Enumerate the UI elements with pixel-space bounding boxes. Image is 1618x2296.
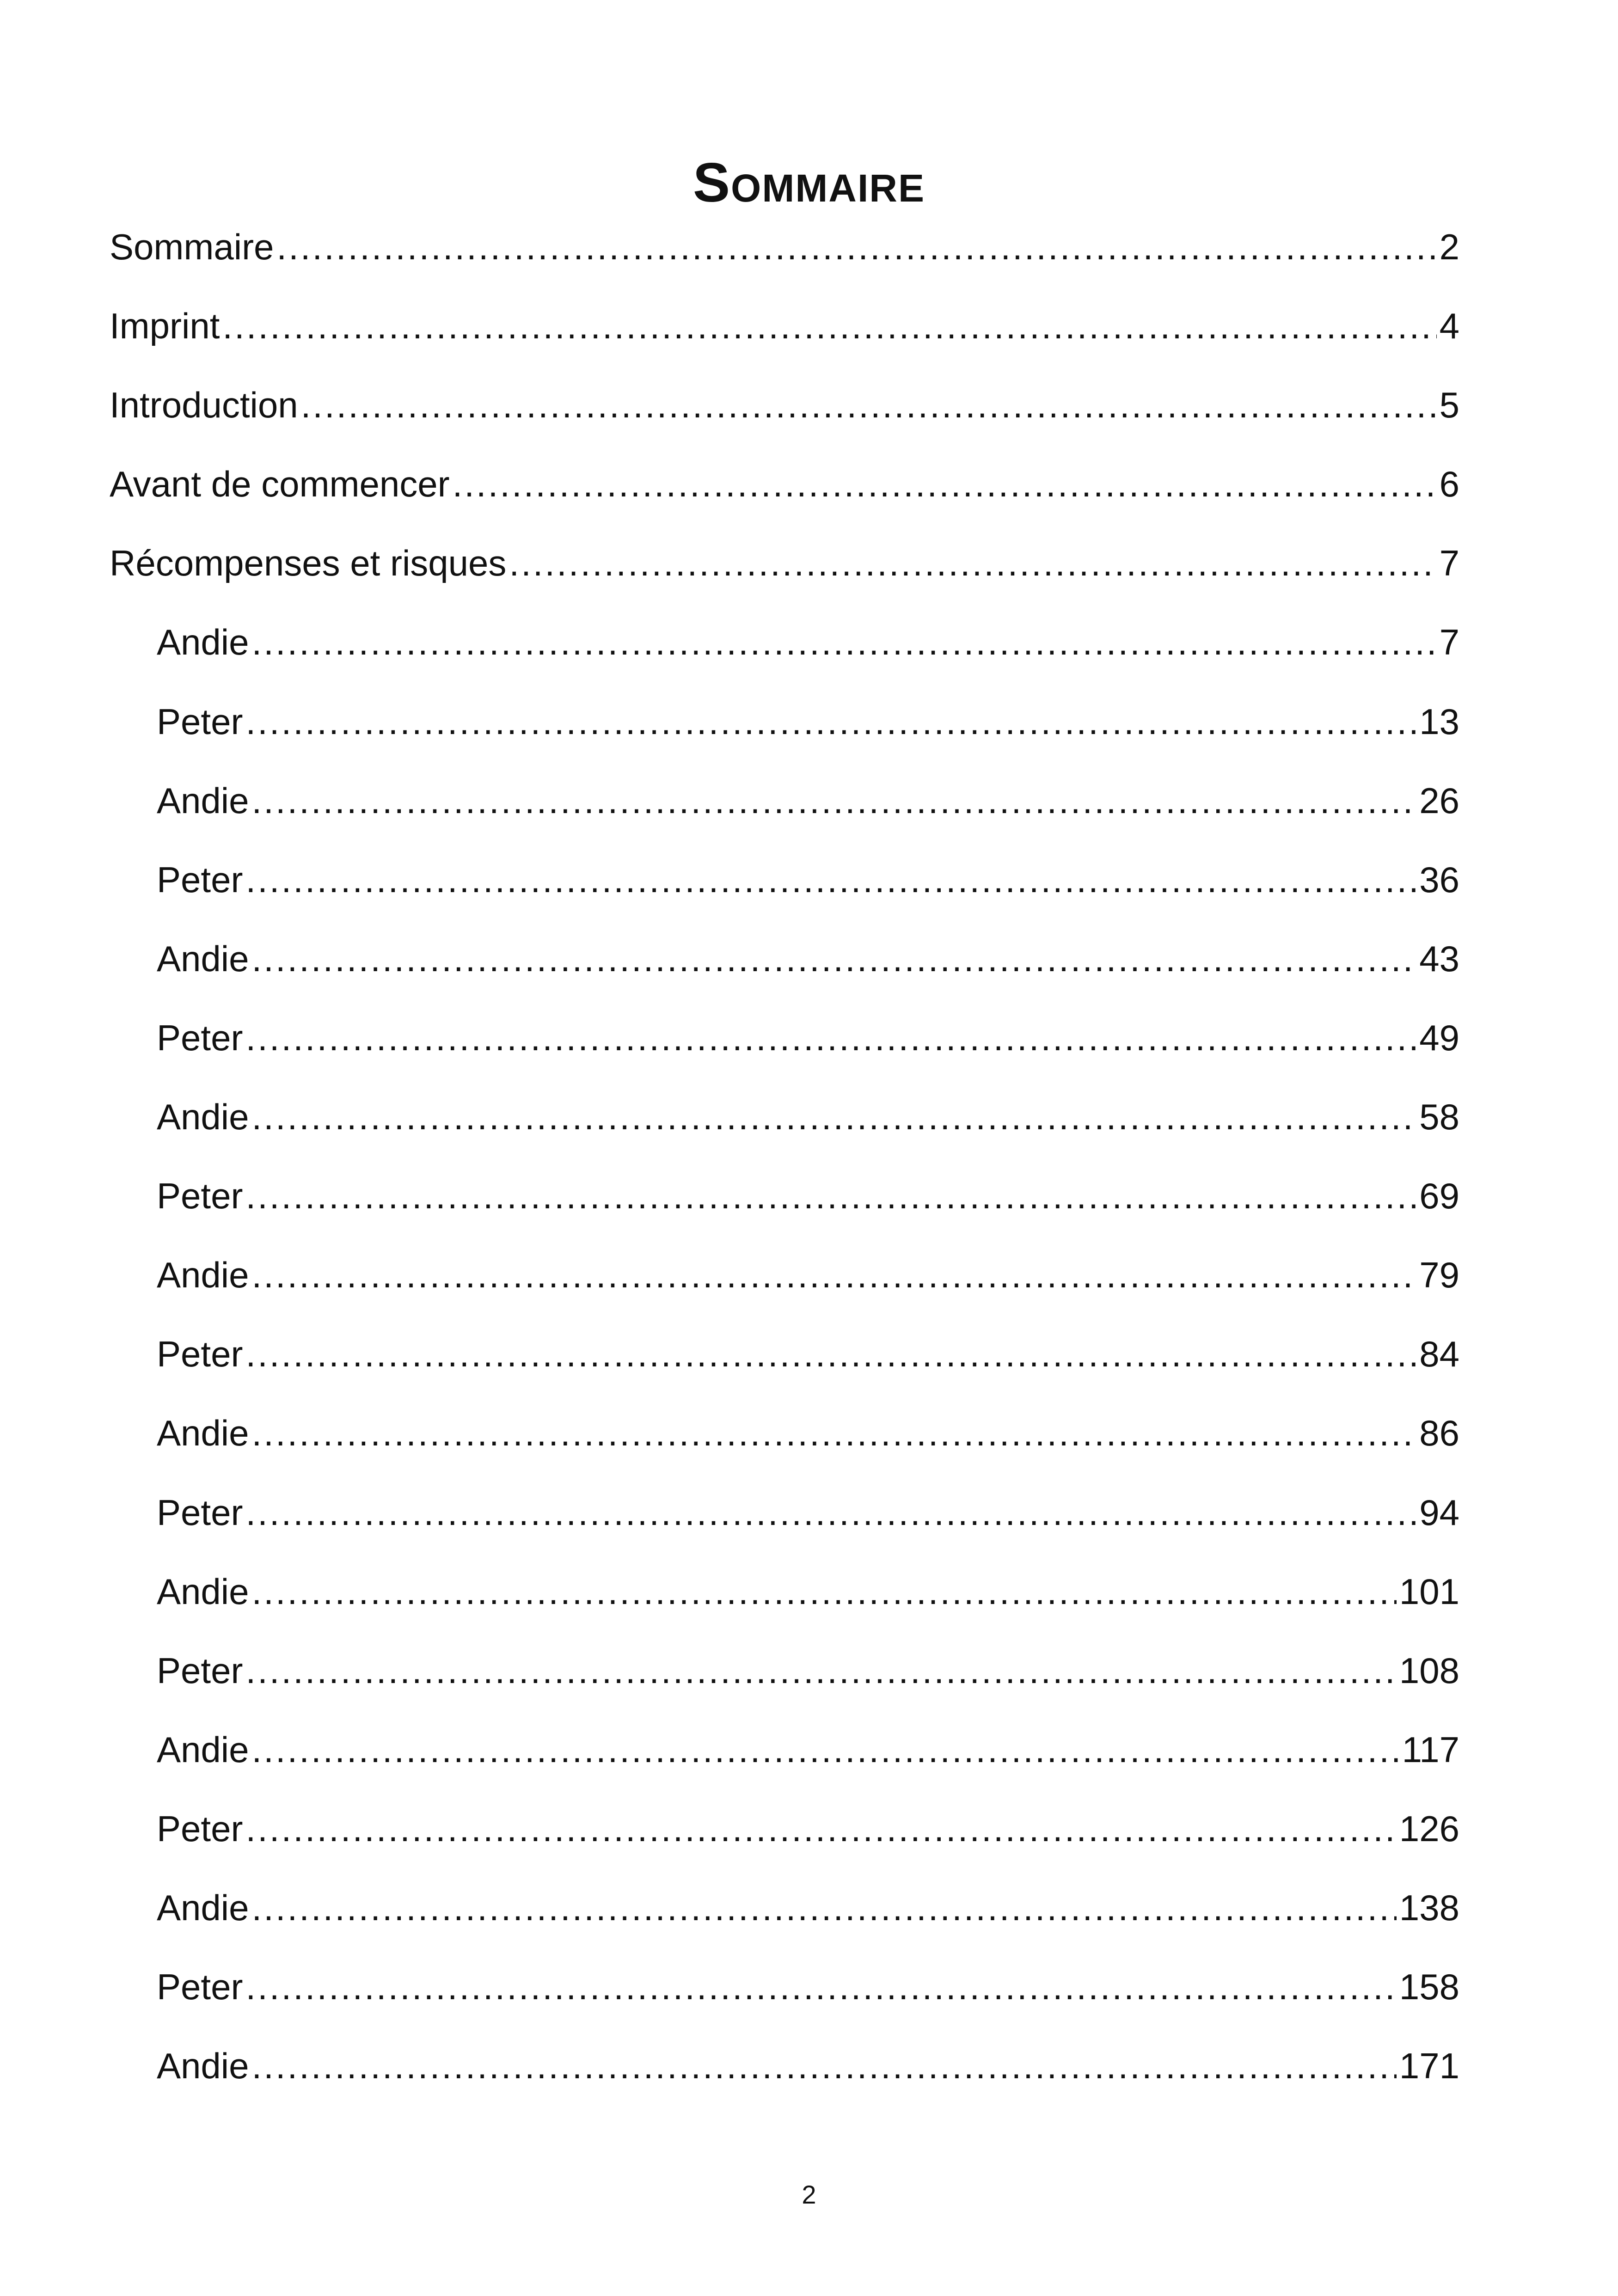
toc-dot-leader [245,852,1416,907]
toc-entry-page: 58 [1419,1096,1459,1138]
toc-entry-label: Andie [157,622,249,663]
toc-entry-page: 101 [1399,1571,1459,1612]
page-title: Sommaire [693,152,925,214]
toc-entry-label: Peter [157,1176,243,1217]
toc-dot-leader [276,219,1436,275]
toc-entry-label: Peter [157,1808,243,1849]
toc-entry-page: 158 [1399,1966,1459,2008]
toc-entry[interactable] [110,1168,1459,1247]
toc-dot-leader [245,694,1416,749]
toc-entry-label: Peter [157,1492,243,1533]
toc-entry-label: Andie [157,780,249,821]
toc-entry-label: Introduction [110,385,298,426]
toc-entry[interactable] [110,1959,1459,2038]
toc-entry-page: 5 [1439,385,1459,426]
toc-dot-leader [245,1010,1416,1065]
toc-dot-leader [509,535,1436,591]
toc-entry[interactable] [110,1880,1459,1959]
toc-entry-page: 84 [1419,1334,1459,1375]
toc-dot-leader [252,1089,1417,1145]
toc-entry-label: Andie [157,1571,249,1612]
toc-entry[interactable] [110,298,1459,377]
toc-entry-label: Andie [157,938,249,979]
toc-entry-label: Imprint [110,306,220,347]
toc-entry[interactable] [110,456,1459,535]
toc-entry-page: 69 [1419,1176,1459,1217]
toc-entry[interactable] [110,1643,1459,1722]
toc-entry-label: Peter [157,1966,243,2008]
toc-dot-leader [252,614,1437,670]
toc-entry-page: 13 [1419,701,1459,742]
toc-entry-label: Peter [157,1650,243,1691]
toc-entry-page: 79 [1419,1255,1459,1296]
toc-entry-page: 126 [1399,1808,1459,1849]
toc-dot-leader [245,1168,1416,1224]
toc-dot-leader [245,1485,1416,1540]
toc-entry-page: 43 [1419,938,1459,979]
toc-entry-page: 26 [1419,780,1459,821]
toc-entry-page: 7 [1439,543,1459,584]
toc-entry-page: 2 [1439,227,1459,267]
toc-entry[interactable] [110,1485,1459,1564]
toc-dot-leader [245,1801,1396,1856]
toc-entry-label: Peter [157,701,243,742]
toc-entry-page: 108 [1399,1650,1459,1691]
toc-dot-leader [453,456,1437,512]
toc-entry-label: Andie [157,1255,249,1296]
toc-entry-label: Récompenses et risques [110,543,507,584]
toc-entry[interactable] [110,694,1459,773]
toc-entry[interactable] [110,852,1459,931]
toc-entry[interactable] [110,1089,1459,1168]
toc-entry-page: 4 [1439,306,1459,347]
toc-entry-page: 49 [1419,1017,1459,1058]
toc-entry-page: 6 [1439,464,1459,505]
toc-entry[interactable] [110,1801,1459,1880]
toc-dot-leader [245,1959,1396,2014]
toc-dot-leader [252,2038,1397,2094]
toc-dot-leader [252,1722,1399,1777]
toc-entry-page: 117 [1402,1729,1459,1770]
toc-dot-leader [252,1405,1417,1461]
toc-dot-leader [252,1880,1397,1935]
toc-entry-page: 86 [1419,1413,1459,1454]
toc-entry-label: Peter [157,859,243,900]
toc-entry[interactable] [110,377,1459,456]
toc-entry[interactable] [110,1564,1459,1643]
toc-entry-label: Andie [157,2045,249,2087]
page-number: 2 [802,2180,816,2209]
toc-entry-page: 171 [1399,2045,1459,2087]
toc-entry-page: 7 [1439,622,1459,663]
toc-dot-leader [252,773,1417,828]
toc-entry-label: Peter [157,1334,243,1375]
toc-entry-label: Andie [157,1887,249,1928]
toc-entry-label: Andie [157,1096,249,1138]
toc-entry[interactable] [110,1326,1459,1405]
toc-entry[interactable] [110,2038,1459,2117]
toc-entry-page: 36 [1419,859,1459,900]
toc-entry-label: Avant de commencer [110,464,450,505]
table-of-contents [110,219,1459,2117]
toc-entry[interactable] [110,1405,1459,1484]
toc-entry[interactable] [110,773,1459,852]
toc-entry[interactable] [110,1010,1459,1089]
toc-entry[interactable] [110,614,1459,693]
toc-entry[interactable] [110,1722,1459,1801]
toc-dot-leader [252,1564,1397,1619]
toc-dot-leader [222,298,1436,354]
toc-entry[interactable] [110,1247,1459,1326]
toc-entry-page: 94 [1419,1492,1459,1533]
toc-entry[interactable] [110,535,1459,614]
toc-dot-leader [252,1247,1417,1303]
toc-entry[interactable] [110,931,1459,1010]
toc-entry-label: Sommaire [110,227,274,267]
toc-entry[interactable] [110,219,1459,298]
toc-dot-leader [245,1326,1416,1382]
toc-entry-label: Peter [157,1017,243,1058]
toc-dot-leader [245,1643,1396,1698]
toc-dot-leader [301,377,1437,433]
toc-entry-page: 138 [1399,1887,1459,1928]
toc-dot-leader [252,931,1417,986]
toc-entry-label: Andie [157,1729,249,1770]
toc-entry-label: Andie [157,1413,249,1454]
